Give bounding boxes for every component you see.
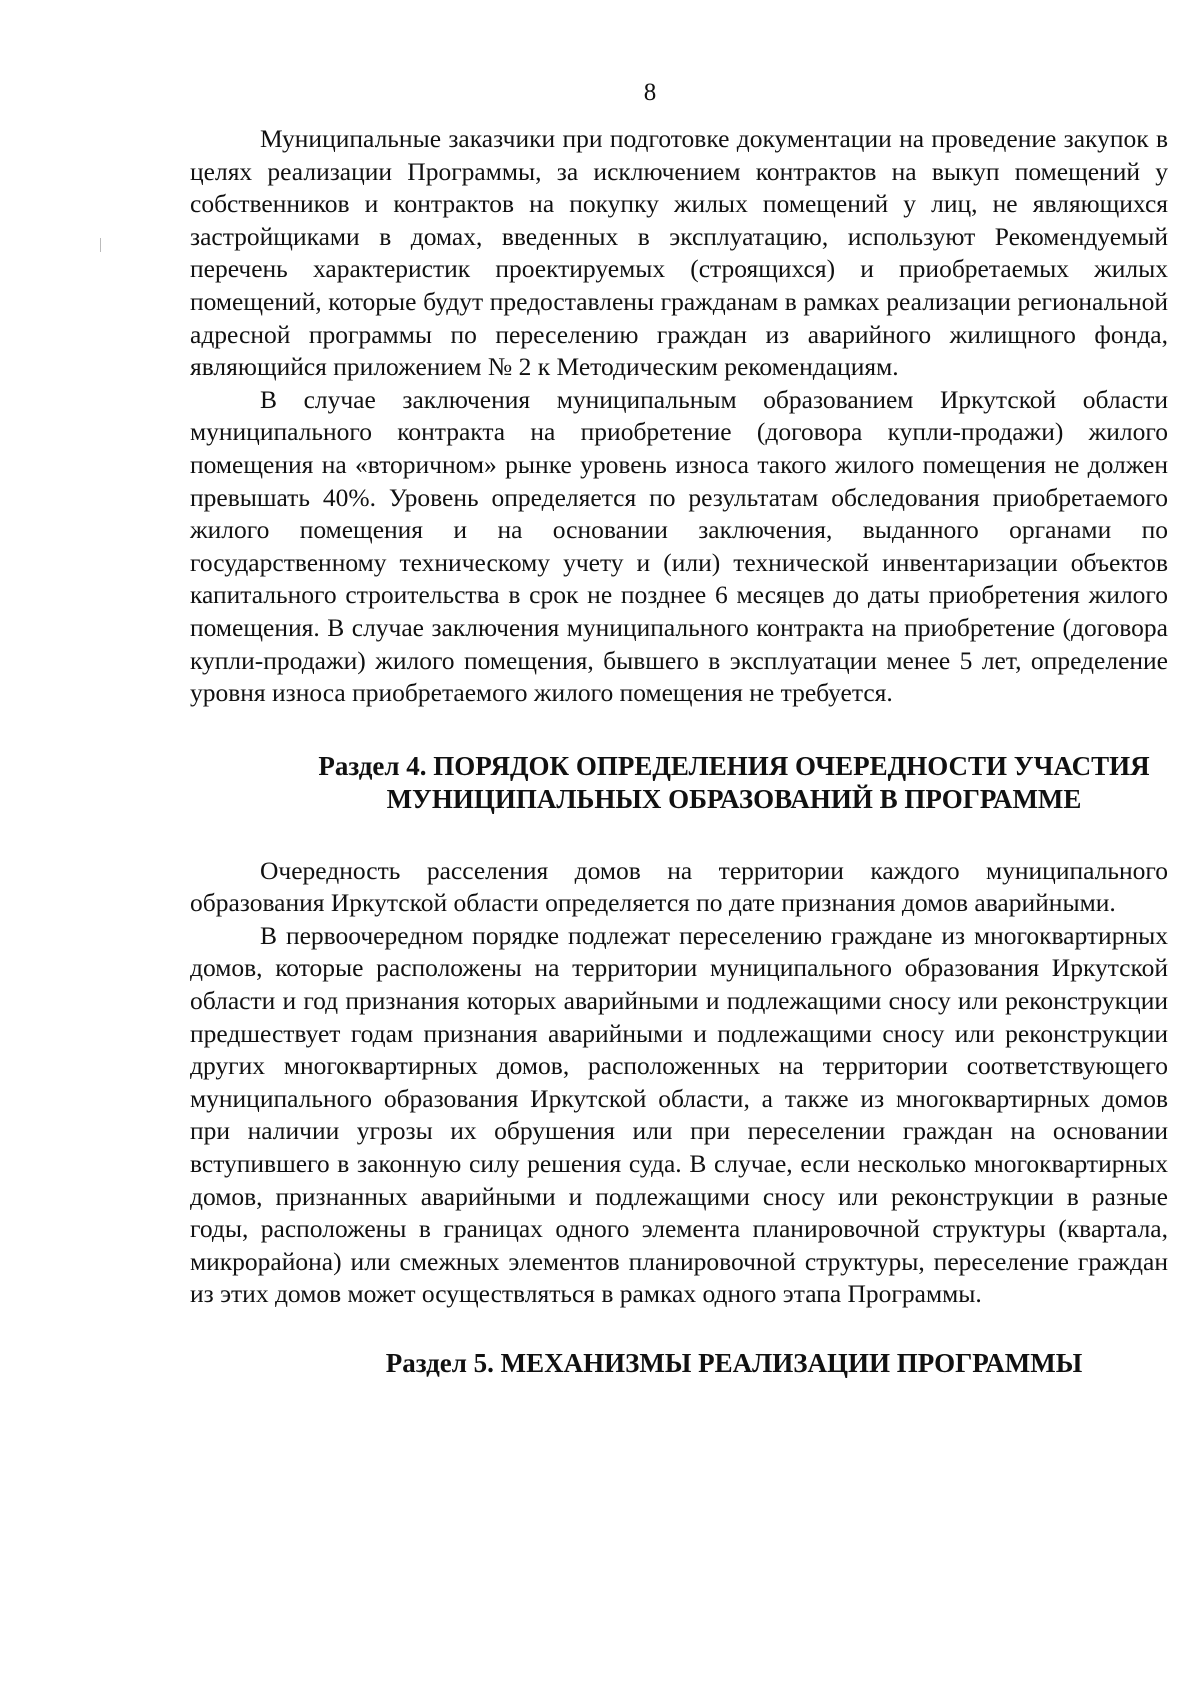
- document-body: [190, 123, 1168, 1380]
- paragraph-municipal-customers: Муниципальные заказчики при подготовке документации на проведение закупок в целях реализации Программы, за исключением контрактов на выкуп помещений у собственников и контрактов на покупку жилых помещений у лиц, не являющихся застройщиками в домах, введенных в эксплуатацию, используют Рекомендуемый перечень характеристик проектируемых (строящихся) и приобретаемых жилых помещений, которые будут предоставлены гражданам в рамках реализации региональной адресной программы по переселению граждан из аварийного жилищного фонда, являющийся приложением № 2 к Методическим рекомендациям.: [190, 124, 1168, 382]
- page-number: 8: [643, 79, 657, 106]
- scan-margin-mark: [100, 238, 101, 252]
- section-5-heading: Раздел 5. МЕХАНИЗМЫ РЕАЛИЗАЦИИ ПРОГРАММЫ: [385, 1348, 1083, 1378]
- paragraph-resettlement-order: Очередность расселения домов на территории каждого муниципального образования Иркутской области определяется по дате признания домов аварийными.: [190, 855, 1168, 918]
- section-4-heading-line-2: МУНИЦИПАЛЬНЫХ ОБРАЗОВАНИЙ В ПРОГРАММЕ: [386, 783, 1082, 814]
- section-4-heading: [190, 750, 1168, 816]
- section-4-heading-line-1: Раздел 4. ПОРЯДОК ОПРЕДЕЛЕНИЯ ОЧЕРЕДНОСТИ УЧАСТИЯ: [318, 750, 1150, 781]
- paragraph-priority-resettlement: В первоочередном порядке подлежат переселению граждане из многоквартирных домов, которые расположены на территории муниципального образования Иркутской области и год признания которых аварийными и подлежащими сносу или реконструкции предшествует годам признания аварийными и подлежащими сносу или реконструкции других многоквартирных домов, расположенных на территории соответствующего муниципального образования Иркутской области, а также из многоквартирных домов при наличии угрозы их обрушения или при переселении граждан на основании вступившего в законную силу решения суда. В случае, если несколько многоквартирных домов, признанных аварийными и подлежащими сносу или реконструкции в разные годы, расположены в границах одного элемента планировочной структуры (квартала, микрорайона) или смежных элементов планировочной структуры, переселение граждан из этих домов может осуществляться в рамках одного этапа Программы.: [190, 920, 1168, 1309]
- paragraph-secondary-market: В случае заключения муниципальным образованием Иркутской области муниципального контракта на приобретение (договора купли-продажи) жилого помещения на «вторичном» рынке уровень износа такого жилого помещения не должен превышать 40%. Уровень определяется по результатам обследования приобретаемого жилого помещения и на основании заключения, выданного органами по государственному техническому учету и (или) технической инвентаризации объектов капитального строительства в срок не позднее 6 месяцев до даты приобретения жилого помещения. В случае заключения муниципального контракта на приобретение (договора купли-продажи) жилого помещения, бывшего в эксплуатации менее 5 лет, определение уровня износа приобретаемого жилого помещения не требуется.: [190, 384, 1168, 708]
